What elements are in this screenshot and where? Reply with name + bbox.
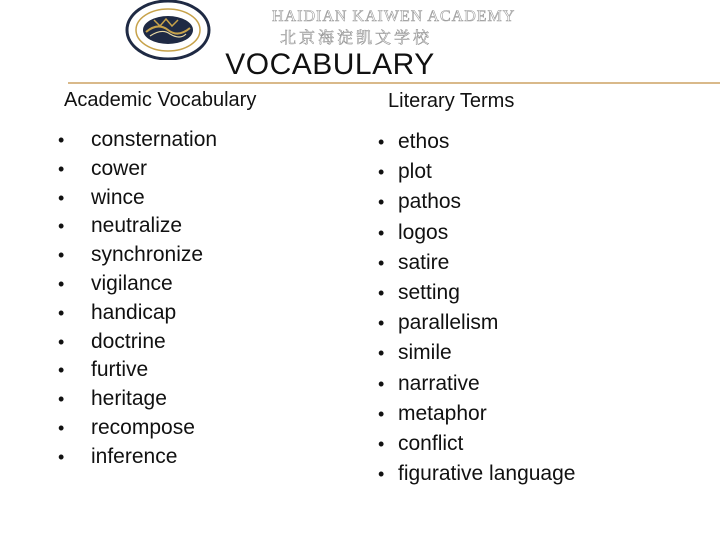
literary-term-item-text: simile [398,341,452,365]
brand-name-chinese: 北京海淀凯文学校 [280,28,433,47]
academic-word-item-text: doctrine [91,329,166,353]
academic-vocabulary-heading: Academic Vocabulary [64,89,257,111]
academic-word-item-text: consternation [91,128,218,151]
academic-word-item [58,299,217,328]
literary-terms-list [378,127,575,489]
bullet-icon: • [378,464,385,485]
academic-word-item-text: furtive [91,358,149,382]
literary-term-item-text: conflict [398,431,464,455]
title-divider [68,82,720,84]
academic-word-item [58,155,217,184]
literary-term-item-text: satire [398,250,450,274]
bullet-icon: • [378,343,385,364]
bullet-icon: • [58,245,65,266]
academic-word-item-text: recompose [91,415,195,439]
bullet-icon: • [378,162,385,183]
bullet-icon: • [58,389,65,410]
literary-term-item [378,187,575,217]
literary-term-item [378,429,575,459]
academic-word-item-text: neutralize [91,214,183,238]
academic-word-item-text: synchronize [91,243,204,267]
academic-word-item [58,126,217,155]
literary-term-item-text: parallelism [398,311,499,335]
academic-word-item [58,241,217,270]
literary-term-item-text: figurative language [398,462,576,486]
bullet-icon: • [58,216,65,237]
bullet-icon: • [378,222,385,243]
literary-term-item-text: logos [398,220,449,244]
academic-vocabulary-list [58,126,217,472]
slide-title: VOCABULARY [225,48,435,81]
literary-term-item [378,248,575,278]
brand-name-english: HAIDIAN KAIWEN ACADEMY [272,8,516,25]
academic-word-item-text: inference [91,444,178,468]
literary-term-item-text: narrative [398,371,480,395]
bullet-icon: • [378,282,385,303]
academic-word-item-text: heritage [91,387,167,411]
literary-term-item [378,399,575,429]
academic-word-item-text: wince [91,185,145,209]
bullet-icon: • [58,187,65,208]
literary-term-item [378,218,575,248]
literary-term-item-text: plot [398,160,432,184]
literary-term-item [378,278,575,308]
academic-word-item [58,212,217,241]
literary-term-item-text: ethos [398,130,450,153]
bullet-icon: • [378,132,385,152]
literary-term-item [378,338,575,368]
academic-word-item-text: vigilance [91,271,173,295]
academic-word-item [58,385,217,414]
academic-word-item [58,356,217,385]
literary-term-item [378,157,575,187]
academic-word-item [58,184,217,213]
bullet-icon: • [378,433,385,454]
bullet-icon: • [378,252,385,273]
bullet-icon: • [378,403,385,424]
bullet-icon: • [58,158,65,179]
bullet-icon: • [58,302,65,323]
bullet-icon: • [58,360,65,381]
literary-term-item-text: pathos [398,190,462,214]
bullet-icon: • [58,130,65,150]
bullet-icon: • [378,313,385,334]
literary-term-item [378,459,575,489]
literary-terms-heading: Literary Terms [388,90,515,112]
literary-term-item [378,369,575,399]
academy-brand [272,8,562,48]
academic-word-item-text: cower [91,156,148,180]
literary-term-item-text: metaphor [398,401,487,425]
academic-word-item [58,414,217,443]
academic-word-item-text: handicap [91,300,177,324]
academic-word-item [58,443,217,472]
bullet-icon: • [58,446,65,467]
bullet-icon: • [58,417,65,438]
bullet-icon: • [378,192,385,213]
bullet-icon: • [378,373,385,394]
bullet-icon: • [58,273,65,294]
academic-word-item [58,328,217,357]
academic-word-item [58,270,217,299]
bullet-icon: • [58,331,65,352]
literary-term-item [378,308,575,338]
literary-term-item [378,127,575,157]
literary-term-item-text: setting [398,280,460,304]
